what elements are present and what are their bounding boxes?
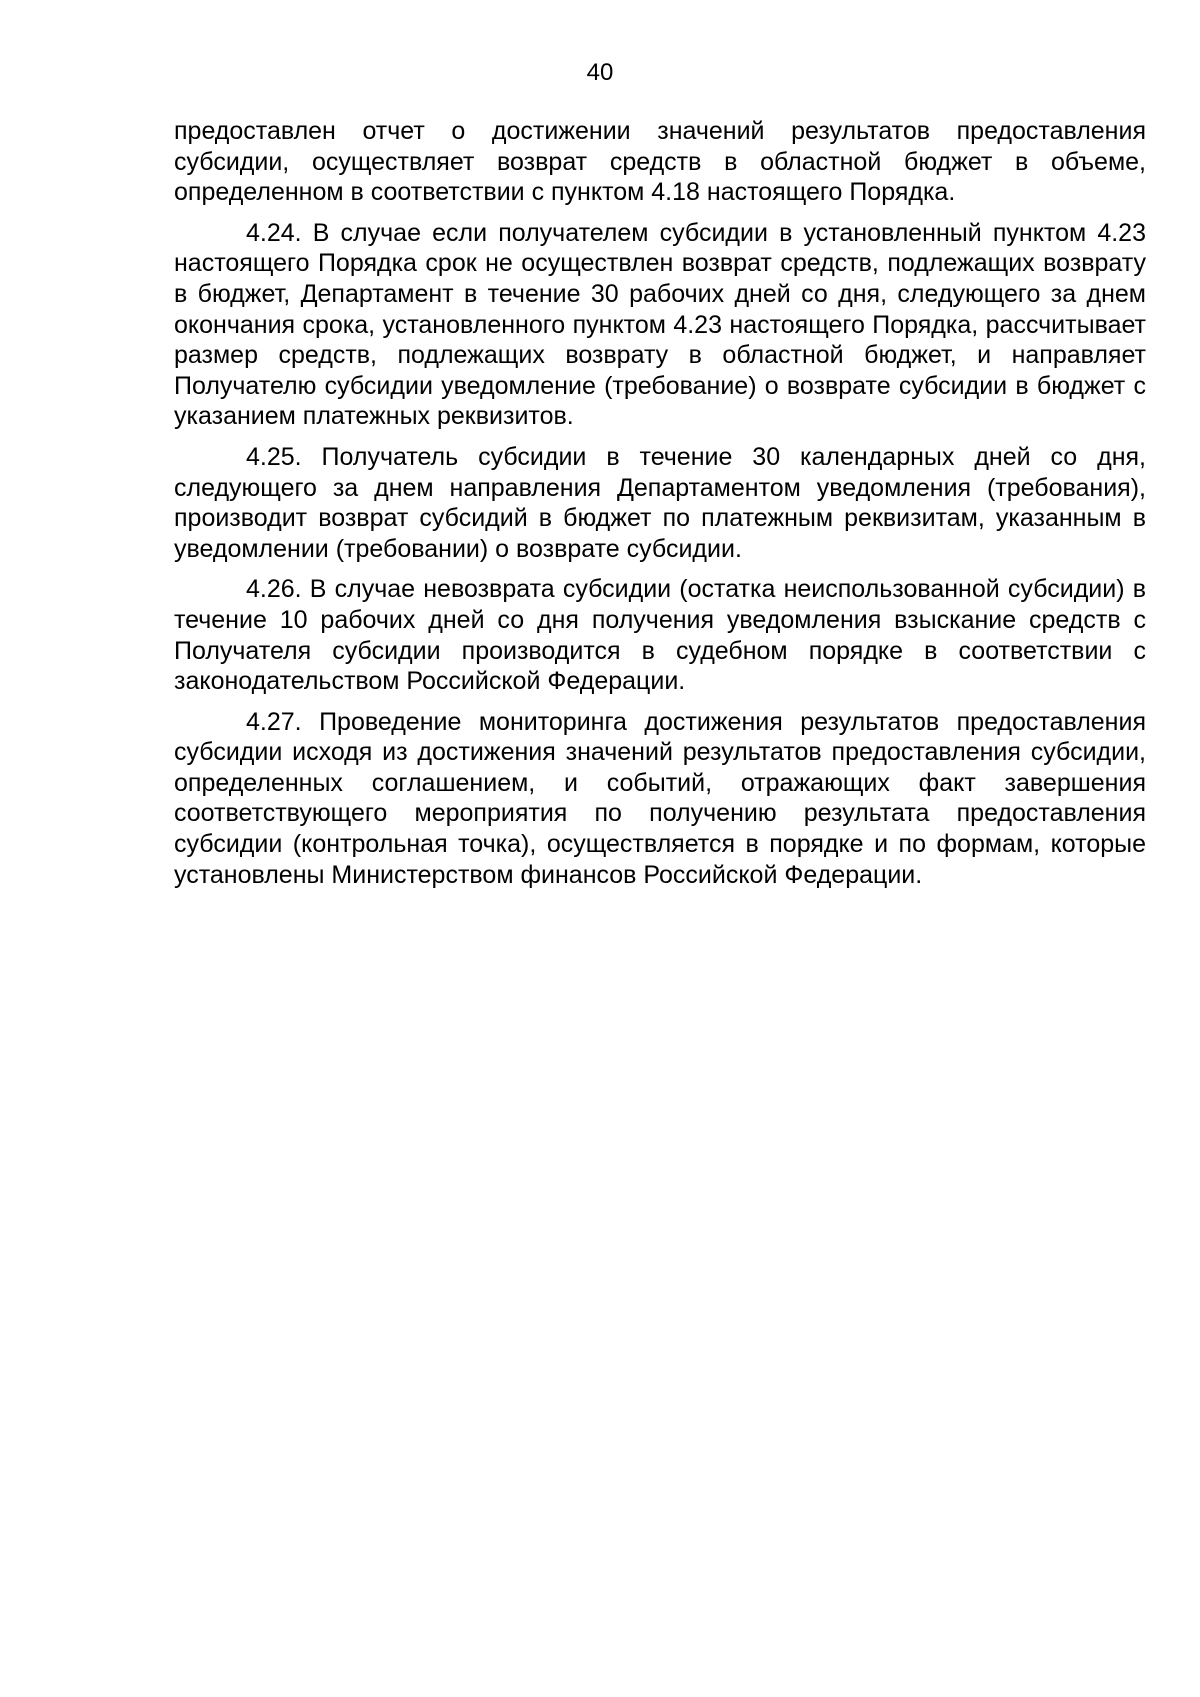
paragraph-4-24: 4.24. В случае если получателем субсидии в установленный пунктом 4.23 настоящего Порядка срок не осуществлен возврат средств, подлежащих возврату в бюджет, Департамент в течение 30 рабочих дней со дня, следующего за днем окончания срока, установленного пунктом 4.23 настоящего Порядка, рассчитывает размер средств, подлежащих возврату в областной бюджет, и направляет Получателю субсидии уведомление (требование) о возврате субсидии в бюджет с указанием платежных реквизитов. xyxy=(174,218,1146,431)
document-body xyxy=(174,116,1146,900)
paragraph-4-25: 4.25. Получатель субсидии в течение 30 календарных дней со дня, следующего за днем направления Департаментом уведомления (требования), производит возврат субсидий в бюджет по платежным реквизитам, указанным в уведомлении (требовании) о возврате субсидии. xyxy=(174,442,1146,563)
paragraph-4-27: 4.27. Проведение мониторинга достижения результатов предоставления субсидии исходя из достижения значений результатов предоставления субсидии, определенных соглашением, и событий, отражающих факт завершения соответствующего мероприятия по получению результата предоставления субсидии (контрольная точка), осуществляется в порядке и по формам, которые установлены Министерством финансов Российской Федерации. xyxy=(174,707,1146,889)
paragraph-continuation: предоставлен отчет о достижении значений результатов предоставления субсидии, осуществляет возврат средств в областной бюджет в объеме, определенном в соответствии с пунктом 4.18 настоящего Порядка. xyxy=(174,117,1146,207)
page-number: 40 xyxy=(586,59,614,86)
paragraph-4-26: 4.26. В случае невозврата субсидии (остатка неиспользованной субсидии) в течение 10 рабочих дней со дня получения уведомления взыскание средств с Получателя субсидии производится в судебном порядке в соответствии с законодательством Российской Федерации. xyxy=(174,575,1146,696)
